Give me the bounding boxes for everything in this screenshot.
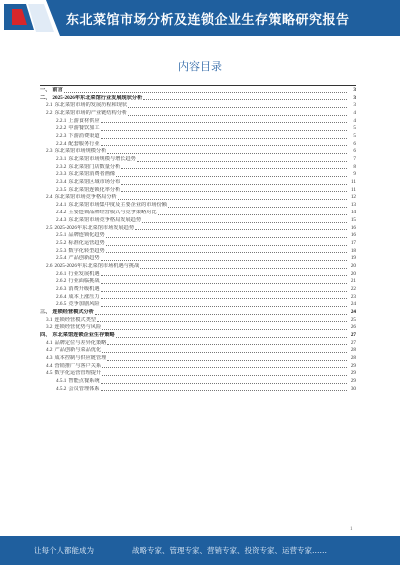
- toc-entry-page: 23: [350, 293, 356, 300]
- toc-entry-page: 24: [350, 309, 356, 316]
- toc-entry-text: 行业发展机遇: [68, 270, 100, 277]
- toc-entry-number: 2.5.1: [56, 232, 67, 239]
- toc-entry-number: 2.6: [46, 263, 53, 270]
- toc-entry-number: 2.2: [46, 109, 53, 116]
- toc-entry-number: 2.6.2: [56, 278, 67, 285]
- toc-leader-dots: [121, 168, 347, 169]
- toc-entry-number: 2.5: [46, 224, 53, 231]
- toc-entry-text: 竞争加剧风险: [68, 301, 100, 308]
- toc-entry[interactable]: [40, 95, 356, 103]
- toc-entry-page: 7: [353, 155, 356, 162]
- toc-leader-dots: [142, 222, 347, 223]
- toc-entry-text: 品牌连锁化趋势: [68, 232, 105, 239]
- toc-entry-page: 17: [350, 240, 356, 247]
- page-header: [0, 0, 400, 36]
- toc-entry[interactable]: [40, 171, 356, 179]
- toc-entry[interactable]: [40, 187, 356, 195]
- toc-entry-text: 连锁经营模式分析: [52, 309, 94, 316]
- toc-entry[interactable]: [40, 225, 356, 233]
- toc-entry-text: 配套服务行业: [68, 140, 100, 147]
- toc-entry-text: 东北菜馆市场规模与增长趋势: [68, 155, 136, 162]
- toc-entry[interactable]: [40, 317, 356, 325]
- toc-entry[interactable]: [40, 240, 356, 248]
- toc-entry[interactable]: [40, 309, 356, 317]
- toc-entry-number: 2.4.2: [56, 209, 67, 216]
- toc-entry-page: 24: [350, 301, 356, 308]
- toc-entry-page: 15: [350, 217, 356, 224]
- toc-leader-dots: [128, 115, 347, 116]
- toc-entry-number: 2.2.1: [56, 117, 67, 124]
- toc-leader-dots: [101, 145, 347, 146]
- toc-entry-text: 前言: [52, 87, 63, 93]
- toc-leader-dots: [140, 268, 347, 269]
- toc-entry[interactable]: [40, 110, 356, 118]
- toc-entry-number: 2.2.2: [56, 125, 67, 132]
- toc-entry[interactable]: [40, 378, 356, 386]
- toc-leader-dots: [101, 383, 347, 384]
- toc-entry[interactable]: [40, 278, 356, 286]
- toc-entry[interactable]: [40, 271, 356, 279]
- toc-leader-dots: [64, 92, 347, 93]
- toc-leader-dots: [128, 107, 347, 108]
- toc-entry[interactable]: [40, 340, 356, 348]
- toc-leader-dots: [121, 191, 347, 192]
- toc-entry[interactable]: [40, 141, 356, 149]
- toc-entry-text: 东北菜馆连锁化率分析: [68, 186, 121, 193]
- toc-entry-page: 20: [350, 270, 356, 277]
- toc-entry-number: 4.5.2: [56, 385, 67, 392]
- toc-entry-text: 产品创新趋势: [68, 255, 100, 262]
- toc-entry[interactable]: [40, 286, 356, 294]
- toc-entry-text: 上游食材供应: [68, 117, 100, 124]
- toc-entry-text: 东北菜馆区域市场分布: [68, 178, 121, 185]
- toc-entry-text: 2025-2026年东北菜馆行业发展现状分析: [52, 94, 143, 101]
- toc-entry-page: 27: [350, 339, 356, 346]
- toc-entry[interactable]: [40, 301, 356, 309]
- toc-entry[interactable]: [40, 355, 356, 363]
- toc-leader-dots: [116, 176, 347, 177]
- toc-leader-dots: [143, 99, 347, 100]
- toc-entry-page: 5: [353, 125, 356, 132]
- toc-entry-text: 东北菜馆市场的产业链结构分析: [54, 109, 128, 116]
- toc-entry-text: 2025-2026年东北菜馆市场机遇与挑战: [54, 263, 140, 270]
- toc-leader-dots: [101, 390, 347, 391]
- toc-entry[interactable]: [40, 194, 356, 202]
- toc-entry-number: 2.2.3: [56, 132, 67, 139]
- toc-entry-number: 3.2: [46, 324, 53, 331]
- toc-entry-page: 25: [350, 316, 356, 323]
- toc-entry-text: 东北菜馆市场集中度及主要企业的市场份额: [68, 201, 167, 208]
- toc-leader-dots: [95, 314, 347, 315]
- report-title: 东北菜馆市场分析及连锁企业生存策略研究报告: [66, 13, 350, 28]
- toc-entry-text: 品牌定位与差异化策略: [54, 339, 107, 346]
- toc-entry-page: 6: [353, 140, 356, 147]
- toc-entry-number: 2.6.3: [56, 286, 67, 293]
- toc-entry[interactable]: [40, 133, 356, 141]
- toc-entry-text: 东北菜馆连锁企业生存策略: [52, 332, 115, 338]
- toc-entry-text: 东北菜馆市场的发展历程和现状: [54, 102, 128, 109]
- toc-entry-text: 数字化运营管理提升: [54, 370, 102, 377]
- page-number: 1: [350, 527, 353, 532]
- toc-entry-text: 成本控制与供应链管理: [54, 354, 107, 361]
- toc-entry-number: 4.4: [46, 362, 53, 369]
- toc-entry-number: 2.3.5: [56, 186, 67, 193]
- toc-entry-number: 2.3.2: [56, 163, 67, 170]
- toc-entry-text: 消费升级机遇: [68, 286, 100, 293]
- toc-entry[interactable]: [40, 125, 356, 133]
- toc-entry-page: 4: [353, 109, 356, 116]
- toc-entry-text: 会员管理体系: [68, 385, 100, 392]
- toc-entry-number: 2.3: [46, 148, 53, 155]
- toc-entry-page: 9: [353, 171, 356, 178]
- toc-entry-number: 三、: [40, 309, 51, 316]
- toc-entry-text: 成本上涨压力: [68, 293, 100, 300]
- toc-leader-dots: [118, 199, 347, 200]
- toc-entry-text: 主要连锁品牌经营模式与竞争策略对比: [68, 209, 157, 216]
- toc-leader-dots: [101, 260, 347, 261]
- toc-leader-dots: [135, 229, 347, 230]
- toc-leader-dots: [102, 367, 347, 368]
- toc-leader-dots: [101, 138, 347, 139]
- toc-entry-page: 28: [350, 347, 356, 354]
- toc-entry-text: 智能点餐系统: [68, 377, 100, 384]
- toc-entry[interactable]: [40, 294, 356, 302]
- page-footer: [0, 536, 400, 565]
- toc-entry-number: 4.3: [46, 354, 53, 361]
- toc-leader-dots: [107, 153, 347, 154]
- toc-entry-page: 11: [351, 178, 356, 185]
- toc-entry-text: 下游消费渠道: [68, 132, 100, 139]
- toc-entry-number: 一、: [40, 87, 51, 93]
- toc-entry[interactable]: [40, 156, 356, 164]
- toc-entry-page: 11: [351, 186, 356, 193]
- footer-slogan-left: 让每个人都能成为: [34, 546, 94, 555]
- toc-entry-page: 8: [353, 163, 356, 170]
- toc-leader-dots: [106, 252, 347, 253]
- toc-entry-page: 21: [350, 278, 356, 285]
- toc-entry-number: 2.3.3: [56, 171, 67, 178]
- toc-entry[interactable]: [40, 232, 356, 240]
- footer-slogan-right: 战略专家、管理专家、营销专家、投资专家、运营专家……: [132, 546, 327, 555]
- toc-entry-text: 连锁经营优势与风险: [54, 324, 102, 331]
- toc-entry-text: 行业面临挑战: [68, 278, 100, 285]
- toc-entry-number: 4.5.1: [56, 377, 67, 384]
- toc-entry-number: 2.5.2: [56, 240, 67, 247]
- toc-entry[interactable]: [40, 363, 356, 371]
- toc-entry-number: 4.5: [46, 370, 53, 377]
- toc-entry[interactable]: [40, 248, 356, 256]
- toc-entry[interactable]: [40, 118, 356, 126]
- toc-leader-dots: [101, 291, 347, 292]
- toc-entry-page: 4: [353, 117, 356, 124]
- toc-entry[interactable]: [40, 148, 356, 156]
- toc-leader-dots: [101, 275, 347, 276]
- toc-entry[interactable]: [40, 164, 356, 172]
- toc-entry-page: 29: [350, 377, 356, 384]
- toc-leader-dots: [106, 245, 347, 246]
- toc-entry-page: 26: [350, 324, 356, 331]
- toc-entry-text: 东北菜馆门店数量分析: [68, 163, 121, 170]
- toc-leader-dots: [102, 329, 347, 330]
- toc-entry-number: 4.2: [46, 347, 53, 354]
- toc-entry[interactable]: [40, 202, 356, 210]
- table-of-contents: [40, 87, 356, 527]
- toc-leader-dots: [137, 161, 347, 162]
- toc-entry-page: 28: [350, 354, 356, 361]
- toc-entry[interactable]: [40, 332, 356, 340]
- toc-entry-text: 数字化转型趋势: [68, 247, 105, 254]
- toc-top-rule: [40, 85, 356, 86]
- toc-entry-page: 30: [350, 385, 356, 392]
- toc-entry[interactable]: [40, 217, 356, 225]
- toc-leader-dots: [107, 360, 347, 361]
- toc-heading: 内容目录: [178, 60, 222, 73]
- toc-entry-page: 16: [350, 232, 356, 239]
- toc-entry-page: 27: [350, 332, 356, 338]
- toc-entry-text: 2025-2026年东北菜馆市场发展趋势: [54, 224, 135, 231]
- toc-leader-dots: [107, 344, 347, 345]
- toc-leader-dots: [102, 375, 347, 376]
- toc-entry[interactable]: [40, 102, 356, 110]
- toc-entry-number: 2.6.5: [56, 301, 67, 308]
- toc-leader-dots: [102, 352, 347, 353]
- toc-leader-dots: [101, 122, 347, 123]
- toc-entry[interactable]: [40, 255, 356, 263]
- toc-entry-text: 东北菜馆消费者画像: [68, 171, 116, 178]
- toc-entry-page: 22: [350, 286, 356, 293]
- toc-entry-page: 20: [350, 263, 356, 270]
- toc-leader-dots: [121, 184, 347, 185]
- toc-leader-dots: [101, 130, 347, 131]
- toc-leader-dots: [101, 283, 347, 284]
- toc-entry-text: 连锁经营模式类型: [54, 316, 96, 323]
- toc-entry-page: 29: [350, 362, 356, 369]
- toc-entry[interactable]: [40, 87, 356, 95]
- toc-entry[interactable]: [40, 324, 356, 332]
- toc-entry-text: 产品创新与菜品优化: [54, 347, 102, 354]
- toc-entry-page: 3: [353, 94, 356, 101]
- toc-entry-text: 标准化运营趋势: [68, 240, 105, 247]
- toc-entry-number: 3.1: [46, 316, 53, 323]
- toc-entry-text: 东北菜馆市场规模分析: [54, 148, 107, 155]
- toc-entry[interactable]: [40, 347, 356, 355]
- toc-entry-page: 29: [350, 370, 356, 377]
- toc-entry-page: 18: [350, 247, 356, 254]
- toc-entry-page: 16: [350, 224, 356, 231]
- toc-entry-text: 中游餐饮加工: [68, 125, 100, 132]
- toc-entry-number: 2.6.1: [56, 270, 67, 277]
- toc-entry-number: 2.3.4: [56, 178, 67, 185]
- toc-entry-page: 5: [353, 132, 356, 139]
- toc-entry-number: 二、: [40, 94, 51, 101]
- logo-mark-icon: [0, 0, 60, 36]
- toc-entry[interactable]: [40, 386, 356, 394]
- toc-entry-page: 3: [353, 102, 356, 109]
- toc-entry-text: 东北菜馆市场竞争格局发展趋势: [68, 217, 142, 224]
- toc-entry-text: 营销推广与客户关系: [54, 362, 102, 369]
- toc-entry-number: 2.1: [46, 102, 53, 109]
- toc-entry-number: 四、: [40, 332, 51, 338]
- toc-entry-page: 12: [350, 194, 356, 201]
- toc-entry-page: 6: [353, 148, 356, 155]
- toc-entry-number: 2.4.3: [56, 217, 67, 224]
- toc-entry-page: 3: [353, 87, 356, 93]
- toc-leader-dots: [158, 214, 347, 215]
- toc-leader-dots: [97, 321, 347, 322]
- toc-entry-number: 2.6.4: [56, 293, 67, 300]
- toc-entry-number: 2.5.4: [56, 255, 67, 262]
- toc-leader-dots: [106, 237, 347, 238]
- toc-entry-page: 19: [350, 255, 356, 262]
- toc-entry[interactable]: [40, 210, 356, 218]
- toc-leader-dots: [116, 337, 347, 338]
- toc-entry-number: 4.1: [46, 339, 53, 346]
- toc-entry-number: 2.2.4: [56, 140, 67, 147]
- toc-entry-number: 2.5.3: [56, 247, 67, 254]
- toc-entry[interactable]: [40, 179, 356, 187]
- toc-leader-dots: [101, 298, 347, 299]
- toc-leader-dots: [101, 306, 347, 307]
- toc-entry-page: 14: [350, 209, 356, 216]
- toc-entry-text: 东北菜馆市场竞争格局分析: [54, 194, 117, 201]
- toc-entry[interactable]: [40, 370, 356, 378]
- toc-entry-page: 13: [350, 201, 356, 208]
- toc-leader-dots: [168, 207, 347, 208]
- toc-entry-number: 2.3.1: [56, 155, 67, 162]
- toc-entry-number: 2.4.1: [56, 201, 67, 208]
- toc-entry[interactable]: [40, 263, 356, 271]
- toc-entry-number: 2.4: [46, 194, 53, 201]
